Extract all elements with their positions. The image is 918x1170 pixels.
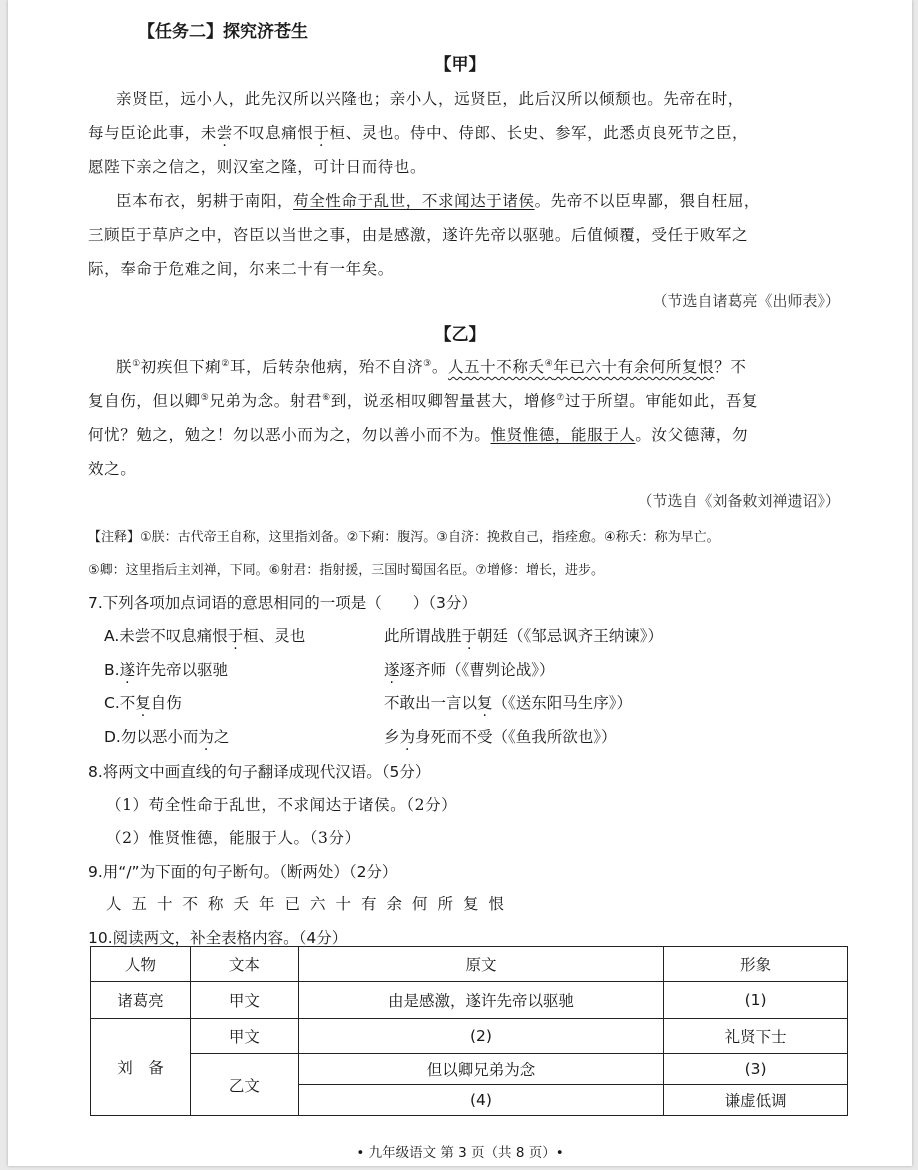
q7-option-d-left: D.勿以恶小而为之 [104,728,230,746]
q9-stem: 9.用“/”为下面的句子断句。（断两处）（2分） [88,863,398,881]
table-row [91,982,848,1019]
table-cell: (4) [298,1085,663,1116]
table-cell: 礼贤下士 [664,1019,848,1054]
yi-source: （节选自《刘备敕刘禅遗诏》） [637,492,840,510]
notes-line2: ⑤卿：这里指后主刘禅，下同。⑥射君：指射援，三国时蜀国名臣。⑦增修：增长，进步。 [88,563,604,578]
q7-option-c-right: 不敢出一言以复（《送东阳马生序》） [384,694,633,712]
yi-wavy-sentence: 人五十不称夭④年已六十有余何所复恨 [447,358,715,376]
q10-stem: 10.阅读两文，补全表格内容。（4分） [88,929,348,947]
table-cell: (2) [298,1019,663,1054]
yi-underlined-sentence: 惟贤惟德，能服于人 [490,426,636,444]
jia-p1-line1: 亲贤臣，远小人，此先汉所以兴隆也；亲小人，远贤臣，此后汉所以倾颓也。先帝在时， [116,90,744,108]
table-cell-yiwen: 乙文 [190,1054,298,1116]
table-cell: (3) [664,1054,848,1085]
table-cell: 由是感激，遂许先帝以驱驰 [298,982,663,1019]
q10-table [90,946,848,1116]
jia-p1-line2: 每与臣论此事，未尝不叹息痛恨于桓、灵也。侍中、侍郎、长史、参军，此悉贞良死节之臣， [88,124,749,142]
q7-option-b-left: B.遂许先帝以驱驰 [104,661,229,679]
q8-sub1: （1）苟全性命于乱世，不求闻达于诸侯。（2分） [106,796,458,814]
exam-page [8,0,912,1166]
yi-line3: 何忧？勉之，勉之！勿以恶小而为之，勿以善小而不为。惟贤惟德，能服于人。汝父德薄，勿 [88,426,749,444]
q7-option-a-left: A.未尝不叹息痛恨于桓、灵也 [104,627,306,645]
jia-source: （节选自诸葛亮《出师表》） [652,292,840,310]
jia-p2-line3: 际，奉命于危难之间，尔来二十有一年矣。 [88,260,394,278]
q8-stem: 8.将两文中画直线的句子翻译成现代汉语。（5分） [88,763,431,781]
table-cell: 诸葛亮 [91,982,191,1019]
q7-option-d-right: 乡为身死而不受（《鱼我所欲也》） [384,728,617,746]
header-cell: 人物 [91,947,191,982]
task-title: 【任务二】探究济苍生 [138,22,308,42]
yi-line1: 朕①初疾但下痢②耳，后转杂他病，殆不自济③。人五十不称夭④年已六十有余何所复恨？不 [116,358,747,376]
table-cell: 甲文 [190,1019,298,1054]
q9-sentence: 人五十不称夭年已六十有余何所复恨 [106,895,515,913]
q8-sub2: （2）惟贤惟德，能服于人。（3分） [106,829,361,847]
table-cell: 谦虚低调 [664,1085,848,1116]
table-row [91,1019,848,1054]
header-cell: 文本 [190,947,298,982]
jia-p2-line1: 臣本布衣，躬耕于南阳，苟全性命于乱世，不求闻达于诸侯。先帝不以臣卑鄙，猥自枉屈， [116,192,761,210]
jia-underlined-sentence: 苟全性命于乱世，不求闻达于诸侯 [293,192,535,210]
yi-line2: 复自伤，但以卿⑤兄弟为念。射君⑥到，说丞相叹卿智量甚大，增修⑦过于所望。审能如此，吾复 [88,392,759,410]
q7-option-a-right: 此所谓战胜于朝廷（《邹忌讽齐王纳谏》） [384,627,664,645]
header-cell: 原文 [298,947,663,982]
q7-stem: 7.下列各项加点词语的意思相同的一项是（ ）（3分） [88,594,477,612]
table-cell: 甲文 [190,982,298,1019]
table-header-row [91,947,848,982]
jia-p2-line2: 三顾臣于草庐之中，咨臣以当世之事，由是感激，遂许先帝以驱驰。后值倾覆，受任于败军之 [88,226,749,244]
table-row [91,1054,848,1085]
section-yi-title: 【乙】 [434,325,486,345]
table-cell-liubei: 刘 备 [91,1019,191,1116]
q7-option-c-left: C.不复自伤 [104,694,182,712]
yi-line4: 效之。 [88,460,137,478]
q7-option-b-right: 遂逐齐师（《曹刿论战》） [384,661,555,679]
section-jia-title: 【甲】 [434,55,486,75]
table-cell: (1) [664,982,848,1019]
jia-p1-line3: 愿陛下亲之信之，则汉室之隆，可计日而待也。 [88,158,427,176]
page-footer: • 九年级语文 第 3 页（共 8 页）• [356,1145,564,1161]
header-cell: 形象 [664,947,848,982]
table-cell: 但以卿兄弟为念 [298,1054,663,1085]
notes-line1: 【注释】①朕：古代帝王自称，这里指刘备。②下痢：腹泻。③自济：挽救自己，指痊愈。④称夭：称为早亡。 [88,530,720,545]
